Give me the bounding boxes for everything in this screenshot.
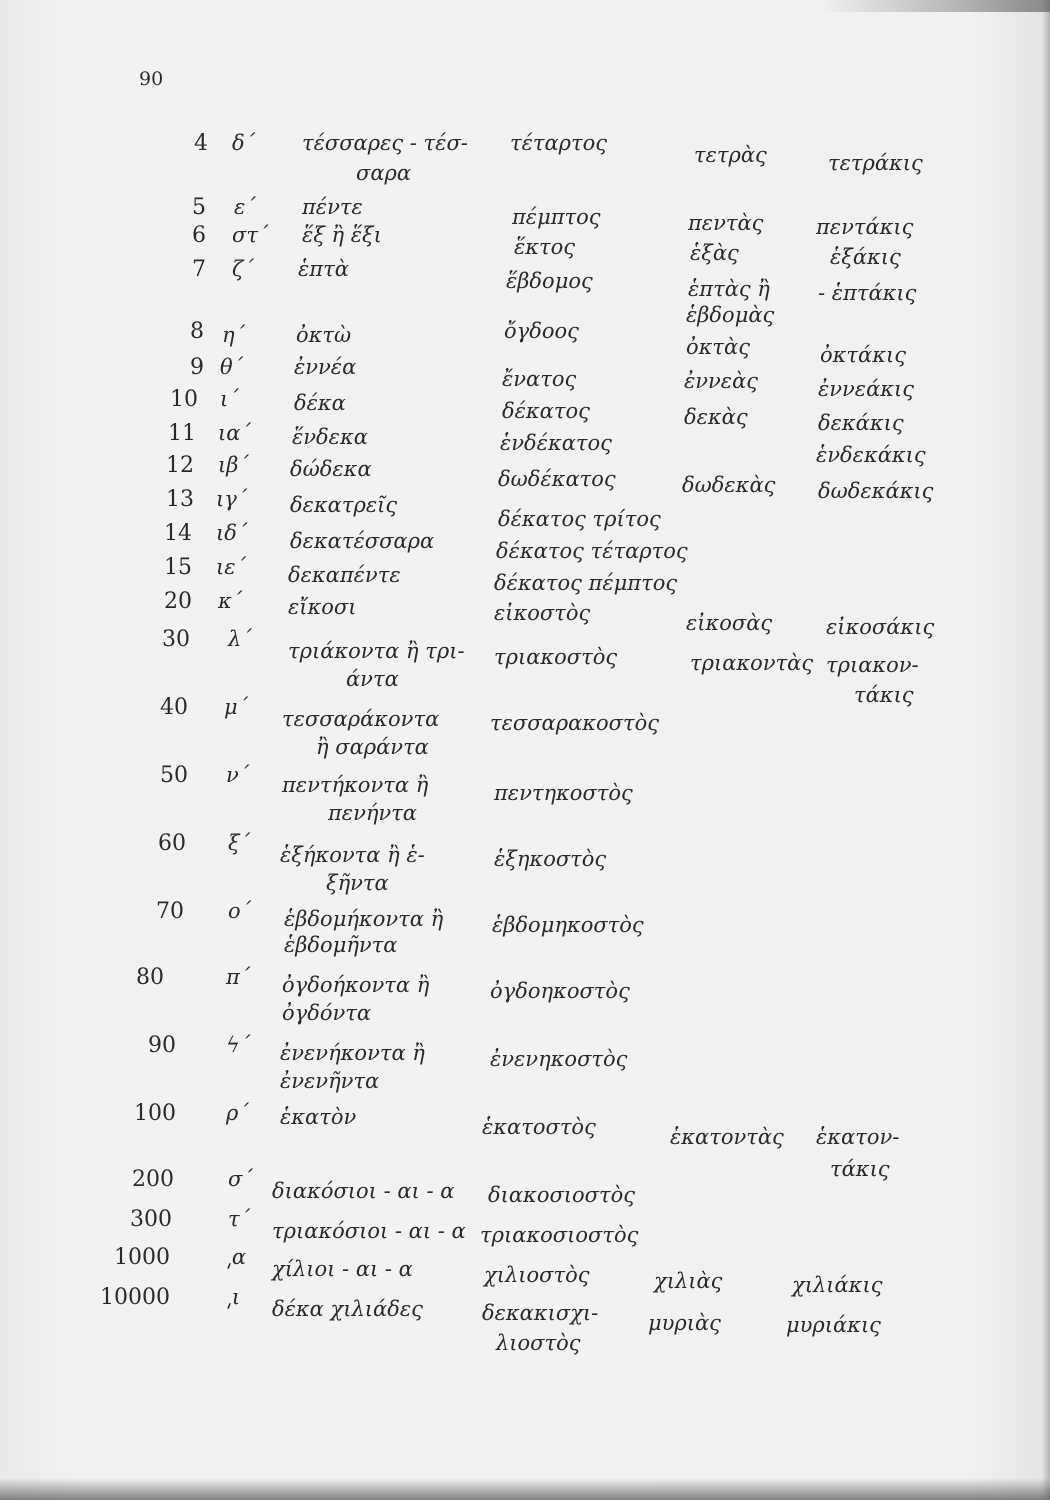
greek-sign: κ΄ — [218, 589, 243, 613]
greek-sign: ͵α — [226, 1245, 247, 1269]
greek-sign: ϟ΄ — [226, 1033, 251, 1057]
cardinal-cont: ὀγδόντα — [282, 1001, 372, 1025]
cardinal: δέκα — [294, 391, 346, 415]
arabic-numeral: 90 — [148, 1033, 176, 1058]
adverb: μυριάκις — [786, 1313, 881, 1337]
greek-sign: η΄ — [222, 323, 246, 347]
table-row-80 — [0, 964, 1050, 1024]
table-row-90 — [0, 1032, 1050, 1092]
cardinal-cont: ἑβδομῆντα — [284, 933, 398, 957]
adverb: ὀκτάκις — [820, 343, 906, 367]
ordinal: πεντηκοστὸς — [494, 781, 633, 805]
collective: εἰκοσὰς — [686, 611, 773, 635]
cardinal-cont: πενήντα — [328, 801, 417, 825]
ordinal: δέκατος τέταρτος — [496, 539, 688, 563]
collective: δεκὰς — [684, 405, 748, 429]
arabic-numeral: 100 — [134, 1101, 176, 1126]
collective: ἐννεὰς — [684, 369, 759, 393]
arabic-numeral: 70 — [156, 899, 184, 924]
cardinal: πεντήκοντα ἢ — [282, 773, 429, 797]
cardinal: ἕνδεκα — [292, 425, 368, 449]
arabic-numeral: 13 — [166, 487, 194, 512]
cardinal: χίλιοι - αι - α — [272, 1257, 413, 1281]
greek-sign: ιγ΄ — [216, 487, 248, 511]
adverb-cont: τάκις — [830, 1157, 890, 1181]
collective: ἑπτὰς ἢ — [688, 277, 770, 301]
greek-sign: ͵ι — [226, 1285, 241, 1309]
greek-sign: δ΄ — [232, 131, 256, 155]
cardinal: δεκαπέντε — [288, 563, 401, 587]
ordinal: ἑνδέκατος — [500, 431, 612, 455]
collective-cont: ἑβδομὰς — [686, 303, 775, 327]
arabic-numeral: 200 — [132, 1167, 174, 1192]
greek-sign: ζ΄ — [232, 257, 254, 281]
cardinal: δεκατέσσαρα — [290, 529, 435, 553]
ordinal: τριακοστὸς — [494, 645, 618, 669]
greek-sign: π΄ — [226, 965, 251, 989]
ordinal: ὄγδοος — [504, 319, 579, 343]
arabic-numeral: 20 — [164, 589, 192, 614]
adverb: πεντάκις — [816, 215, 914, 239]
arabic-numeral: 5 — [192, 195, 206, 220]
cardinal: ὀγδοήκοντα ἢ — [282, 973, 430, 997]
ordinal: δέκατος πέμπτος — [494, 571, 678, 595]
cardinal: εἴκοσι — [288, 595, 357, 619]
collective: χιλιὰς — [654, 1269, 723, 1293]
adverb: ἐννεάκις — [818, 377, 915, 401]
collective: ὀκτὰς — [686, 335, 750, 359]
arabic-numeral: 30 — [162, 627, 190, 652]
cardinal-cont: άντα — [346, 667, 399, 691]
ordinal: ἐνενηκοστὸς — [490, 1047, 628, 1071]
adverb: τετράκις — [828, 151, 923, 175]
cardinal: δώδεκα — [290, 457, 372, 481]
cardinal-cont: σαρα — [356, 161, 412, 185]
arabic-numeral: 80 — [136, 965, 164, 990]
ordinal: ἕβδομος — [506, 269, 593, 293]
arabic-numeral: 10 — [170, 387, 198, 412]
ordinal: χιλιοστὸς — [484, 1263, 590, 1287]
arabic-numeral: 15 — [164, 555, 192, 580]
cardinal-cont: ἐνενῆντα — [280, 1069, 380, 1093]
ordinal: διακοσιοστὸς — [488, 1183, 636, 1207]
adverb: ἑκατον- — [816, 1125, 900, 1149]
page-number: 90 — [139, 68, 164, 90]
cardinal: ἑξήκοντα ἢ ἑ- — [280, 843, 425, 867]
table-row-40 — [0, 694, 1050, 759]
ordinal: εἰκοστὸς — [494, 601, 591, 625]
cardinal: ἕξ ἢ ἕξι — [302, 223, 382, 247]
ordinal: ἕκτος — [514, 235, 576, 259]
greek-sign: θ΄ — [220, 355, 244, 379]
arabic-numeral: 6 — [192, 223, 206, 248]
arabic-numeral: 7 — [192, 257, 206, 282]
adverb: δωδεκάκις — [818, 479, 934, 503]
ordinal: τέταρτος — [510, 131, 608, 155]
collective: ἑκατοντὰς — [670, 1125, 784, 1149]
cardinal: πέντε — [302, 195, 363, 219]
ordinal: ἑκατοστὸς — [482, 1115, 596, 1139]
arabic-numeral: 4 — [194, 131, 208, 156]
arabic-numeral: 9 — [190, 355, 204, 380]
greek-sign: ε΄ — [234, 195, 256, 219]
table-row-30 — [0, 626, 1050, 707]
cardinal: τριάκοντα ἢ τρι- — [288, 639, 465, 663]
arabic-numeral: 300 — [130, 1207, 172, 1232]
adverb-cont: τάκις — [854, 683, 914, 707]
greek-sign: ρ΄ — [226, 1101, 249, 1125]
cardinal: ὀκτὼ — [296, 323, 352, 347]
table-row-10000 — [0, 1284, 1050, 1355]
arabic-numeral: 12 — [166, 453, 194, 478]
ordinal: δέκατος τρίτος — [498, 507, 661, 531]
cardinal-cont: ἢ σαράντα — [316, 735, 429, 759]
collective: μυριὰς — [648, 1311, 721, 1335]
collective: τριακοντὰς — [690, 651, 814, 675]
greek-sign: τ΄ — [228, 1207, 251, 1231]
arabic-numeral: 50 — [160, 763, 188, 788]
collective: δωδεκὰς — [682, 473, 776, 497]
cardinal: τέσσαρες - τέσ- — [302, 131, 468, 155]
ordinal: δεκακισχι- — [482, 1301, 599, 1325]
arabic-numeral: 40 — [160, 695, 188, 720]
greek-sign: σ΄ — [228, 1167, 253, 1191]
ordinal: ὀγδοηκοστὸς — [490, 979, 630, 1003]
greek-sign: ο΄ — [228, 899, 252, 923]
ordinal: τριακοσιοστὸς — [480, 1223, 639, 1247]
table-row-7 — [0, 256, 1050, 327]
ordinal: πέμπτος — [512, 205, 601, 229]
arabic-numeral: 11 — [168, 421, 196, 446]
ordinal: ἔνατος — [502, 367, 577, 391]
greek-sign: ξ΄ — [228, 831, 251, 855]
arabic-numeral: 8 — [190, 319, 204, 344]
cardinal: ἑκατὸν — [280, 1105, 357, 1129]
arabic-numeral: 14 — [164, 521, 192, 546]
collective: ἑξὰς — [690, 241, 739, 265]
adverb: ἑνδεκάκις — [816, 443, 926, 467]
greek-sign: λ΄ — [228, 627, 252, 651]
cardinal: ἐννέα — [294, 355, 357, 379]
cardinal: δεκατρεῖς — [290, 493, 398, 517]
adverb: ἑξάκις — [830, 245, 901, 269]
adverb: - ἑπτάκις — [818, 281, 917, 305]
collective: τετρὰς — [694, 143, 767, 167]
cardinal: τριακόσιοι - αι - α — [272, 1219, 466, 1243]
adverb: δεκάκις — [818, 411, 904, 435]
cardinal: διακόσιοι - αι - α — [272, 1179, 455, 1203]
arabic-numeral: 10000 — [100, 1285, 170, 1310]
ordinal-cont: λιοστὸς — [496, 1331, 581, 1355]
cardinal: δέκα χιλιάδες — [272, 1297, 423, 1321]
ordinal: δωδέκατος — [498, 467, 616, 491]
cardinal: ἐνενήκοντα ἢ — [280, 1041, 425, 1065]
table-row-70 — [0, 898, 1050, 958]
arabic-numeral: 1000 — [114, 1245, 170, 1270]
table-row-4 — [0, 130, 1050, 190]
greek-sign: μ΄ — [224, 695, 249, 719]
adverb: χιλιάκις — [792, 1273, 883, 1297]
table-row-60 — [0, 830, 1050, 895]
cardinal-cont: ξῆντα — [326, 871, 389, 895]
ordinal: τεσσαρακοστὸς — [490, 711, 660, 735]
cardinal: τεσσαράκοντα — [282, 707, 440, 731]
cardinal: ἑβδομήκοντα ἢ — [284, 907, 444, 931]
ordinal: ἑβδομηκοστὸς — [492, 913, 644, 937]
greek-sign: ιε΄ — [216, 555, 247, 579]
ordinal: ἑξηκοστὸς — [494, 847, 607, 871]
table-row-50 — [0, 762, 1050, 825]
greek-sign: ια΄ — [218, 421, 251, 445]
greek-sign: ν΄ — [226, 763, 250, 787]
greek-sign: ι΄ — [220, 387, 239, 411]
greek-sign: ιβ΄ — [218, 453, 249, 477]
adverb: εἰκοσάκις — [826, 615, 935, 639]
ordinal: δέκατος — [502, 399, 590, 423]
collective: πεντὰς — [688, 211, 764, 235]
greek-sign: στ΄ — [232, 223, 269, 247]
greek-sign: ιδ΄ — [216, 521, 248, 545]
arabic-numeral: 60 — [158, 831, 186, 856]
cardinal: ἑπτὰ — [298, 257, 349, 281]
adverb: τριακον- — [826, 653, 919, 677]
